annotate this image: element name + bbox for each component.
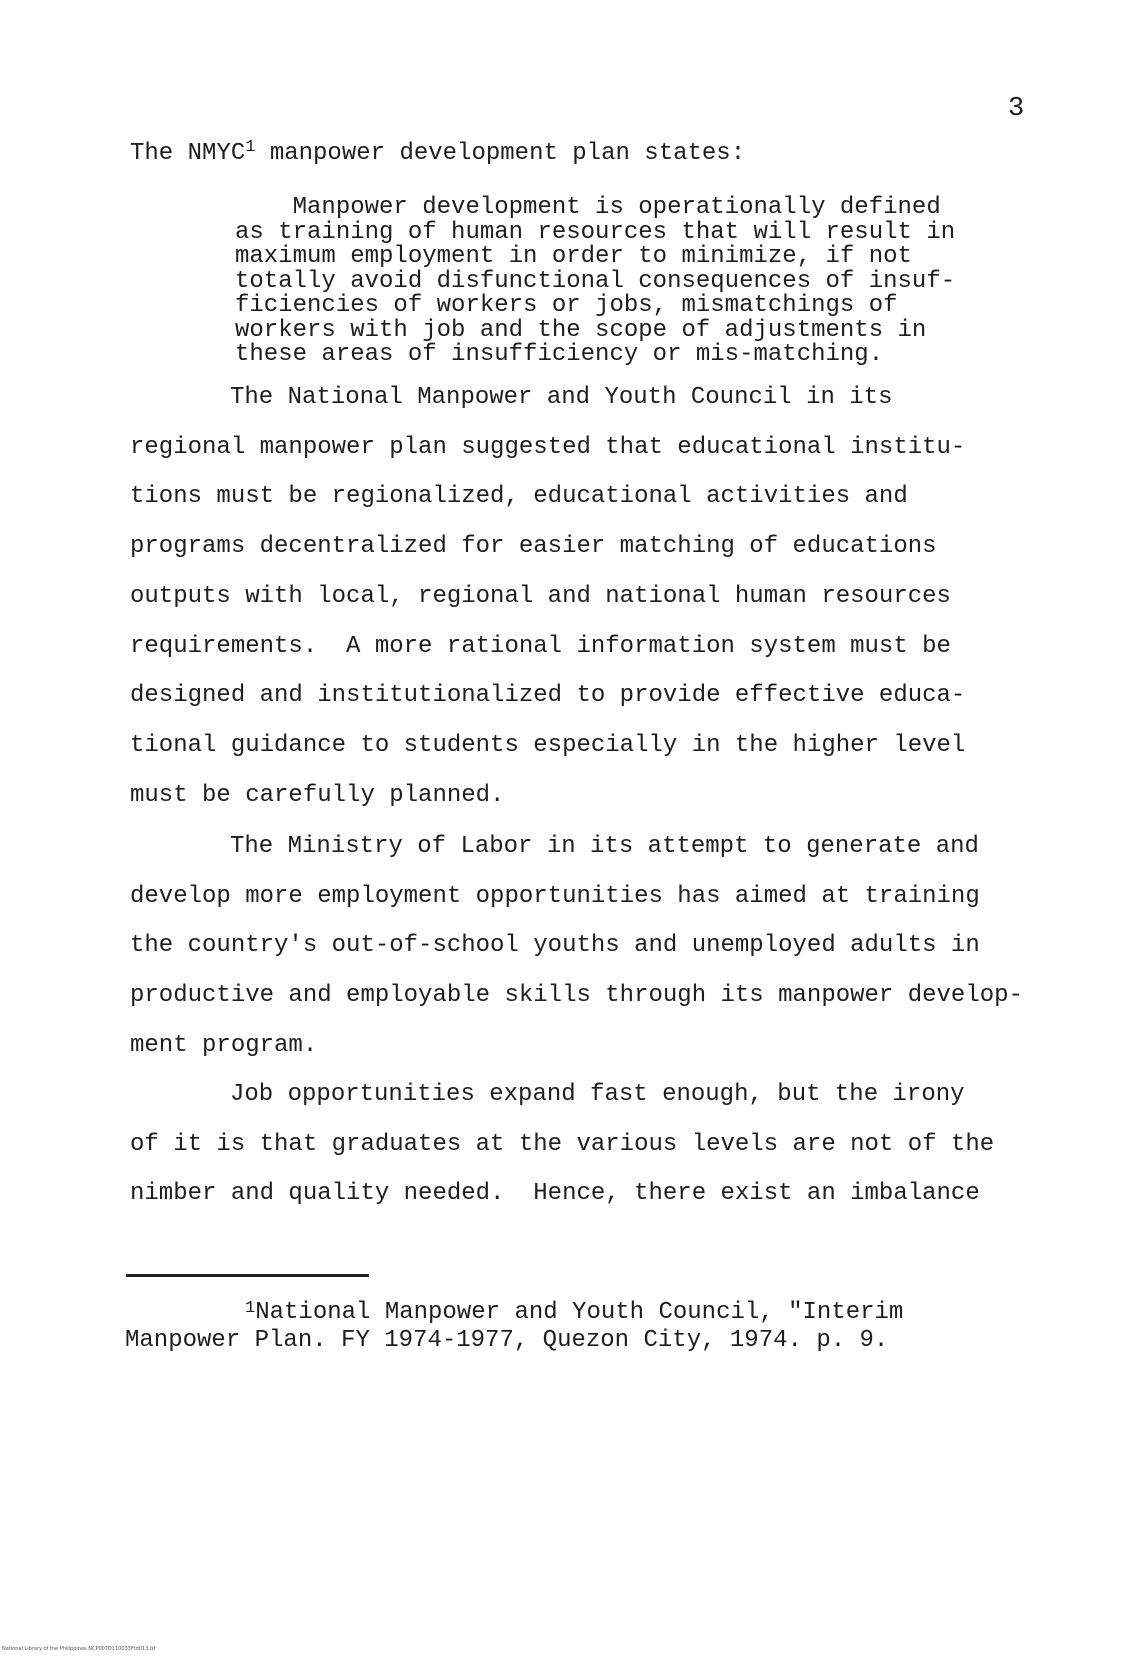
paragraph-line: nimber and quality needed. Hence, there exist an imbalance	[130, 1180, 980, 1208]
footnote-separator	[126, 1274, 369, 1277]
paragraph-line: requirements. A more rational information system must be	[130, 632, 951, 660]
paragraph-line: Job opportunities expand fast enough, but the irony	[230, 1081, 965, 1108]
paragraph-line: tions must be regionalized, educational activities and	[130, 483, 908, 511]
footnote-ref: 1	[245, 138, 256, 157]
paragraph-line: ment program.	[130, 1031, 318, 1059]
paragraph-line: regional manpower plan suggested that educational institu-	[130, 433, 966, 461]
footnote-line-2: Manpower Plan. FY 1974-1977, Quezon City, 1974. p. 9.	[125, 1327, 889, 1354]
quote-line: workers with job and the scope of adjustments in	[235, 316, 927, 344]
paragraph-line: designed and institutionalized to provide effective educa-	[130, 682, 966, 710]
archive-label: National Library of the Philippines NCP00TD110033Ftd013.tif	[2, 1646, 156, 1652]
paragraph-ministry-of-labor	[130, 822, 1030, 1071]
footnote-marker: 1	[245, 1299, 256, 1318]
paragraph-line: programs decentralized for easier matching of educations	[130, 533, 937, 561]
footnote-text-1: National Manpower and Youth Council, "Interim	[255, 1299, 904, 1326]
quote-line: Manpower development is operationally defined	[235, 194, 941, 221]
paragraph-line: the country's out-of-school youths and unemployed adults in	[130, 932, 980, 960]
paragraph-line: The National Manpower and Youth Council in its	[230, 384, 893, 411]
intro-sentence	[130, 140, 745, 167]
paragraph-line: must be carefully planned.	[130, 781, 505, 809]
intro-before: The NMYC	[130, 140, 246, 167]
quote-line: these areas of insufficiency or mis-matching.	[235, 341, 884, 368]
intro-after: manpower development plan states:	[255, 140, 746, 167]
footnote	[125, 1300, 903, 1354]
paragraph-line: productive and employable skills through its manpower develop-	[130, 982, 1023, 1010]
paragraph-line: The Ministry of Labor in its attempt to generate and	[230, 833, 979, 860]
paragraph-line: tional guidance to students especially in the higher level	[130, 731, 966, 759]
quote-line: as training of human resources that will result in	[235, 218, 956, 246]
paragraph-council-plan	[130, 373, 1030, 820]
footnote-line-1	[125, 1300, 903, 1328]
quote-line: ficiencies of workers or jobs, mismatchings of	[235, 292, 898, 319]
quote-line: maximum employment in order to minimize, if not	[235, 243, 912, 270]
quote-line: totally avoid disfunctional consequences of insuf-	[235, 267, 956, 295]
block-quote	[235, 196, 1035, 368]
paragraph-line: outputs with local, regional and national human resources	[130, 582, 951, 610]
paragraph-job-opportunities	[130, 1070, 1030, 1219]
paragraph-line: of it is that graduates at the various levels are not of the	[130, 1130, 995, 1158]
page-number: 3	[1008, 94, 1025, 124]
paragraph-line: develop more employment opportunities has aimed at training	[130, 882, 980, 910]
